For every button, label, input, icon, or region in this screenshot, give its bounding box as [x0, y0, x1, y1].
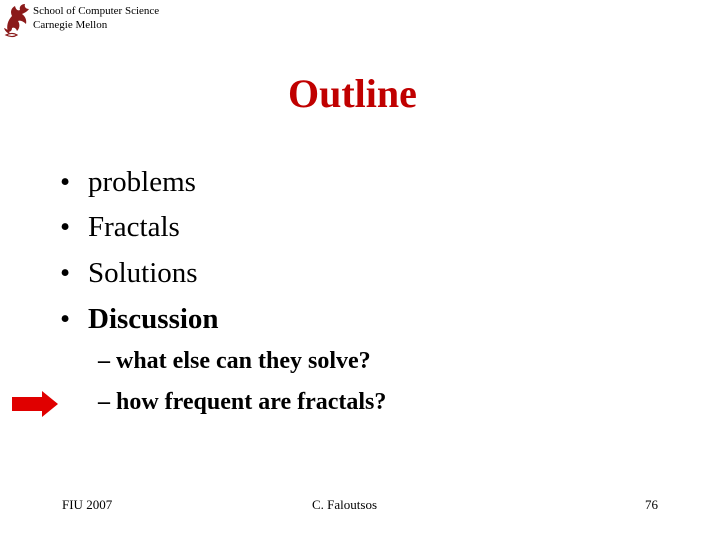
- university-name: Carnegie Mellon: [33, 19, 108, 31]
- bullet-text: Fractals: [88, 211, 180, 243]
- bullet-text: Solutions: [88, 257, 198, 289]
- bullet-dot: •: [60, 257, 71, 289]
- bullet-text: problems: [88, 166, 196, 198]
- footer-author: C. Faloutsos: [312, 497, 378, 512]
- bullet-dot: •: [60, 303, 71, 335]
- right-arrow-icon: [12, 391, 58, 417]
- bullet-dot: •: [60, 166, 71, 198]
- school-name: School of Computer Science: [33, 5, 160, 17]
- sub-bullet-item: – what else can they solve?: [98, 348, 371, 374]
- footer-event: FIU 2007: [62, 497, 113, 512]
- page-number: 76: [645, 497, 658, 512]
- slide-title: Outline: [288, 71, 417, 116]
- bullet-text: Discussion: [88, 303, 219, 335]
- cmu-griffin-logo-icon: [2, 2, 32, 38]
- bullet-dot: •: [60, 211, 71, 243]
- sub-bullet-item: – how frequent are fractals?: [98, 389, 387, 415]
